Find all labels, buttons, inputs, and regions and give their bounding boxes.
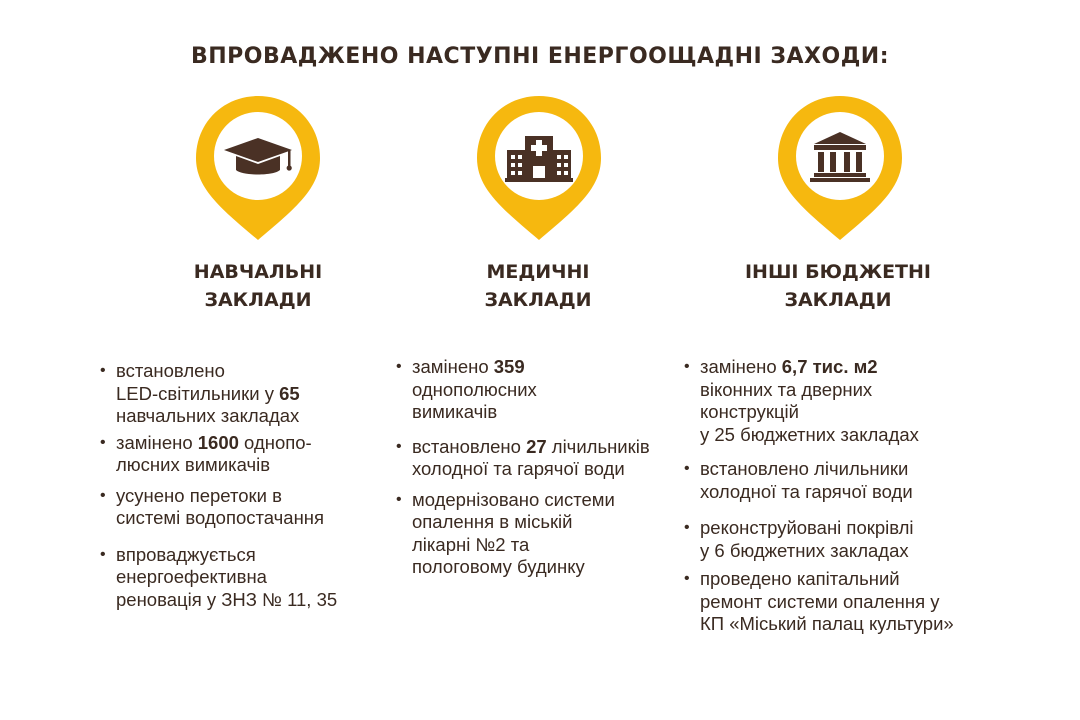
page-title: ВПРОВАДЖЕНО НАСТУПНІ ЕНЕРГООЩАДНІ ЗАХОДИ: [190, 44, 890, 69]
list-item: • реконструйовані покрівлі у 6 бюджетних закладах [684, 517, 1004, 562]
list-item: • усунено перетоки в системі водопостачання [100, 485, 400, 530]
hospital-pin [473, 92, 605, 242]
government-building-pin [774, 92, 906, 242]
list-item: • впроваджується енергоефективна реновація у ЗНЗ № 11, 35 [100, 544, 400, 612]
column-heading-medical: МЕДИЧНІ ЗАКЛАДИ [484, 261, 592, 311]
list-item: • замінено 359 однополюсних вимикачів [396, 356, 686, 424]
list-item: • проведено капітальний ремонт системи опалення у КП «Міський палац культури» [684, 568, 1004, 636]
list-budget [684, 356, 1004, 636]
list-item: • модернізовано системи опалення в міській лікарні №2 та пологовому будинку [396, 489, 686, 579]
column-heading-education: НАВЧАЛЬНІ ЗАКЛАДИ [193, 261, 323, 311]
column-heading-budget: ІНШІ БЮДЖЕТНІ ЗАКЛАДИ [744, 261, 931, 311]
list-item: • встановлено лічильники холодної та гарячої води [684, 458, 1004, 503]
list-item: • встановлено 27 лічильників холодної та гарячої води [396, 436, 686, 481]
list-medical [396, 356, 686, 579]
list-item: • замінено 1600 однопо- люсних вимикачів [100, 432, 400, 477]
list-education [100, 360, 400, 611]
list-item: • замінено 6,7 тис. м2 віконних та дверних конструкцій у 25 бюджетних закладах [684, 356, 1004, 446]
list-item: • встановлено LED-світильники у 65 навчальних закладах [100, 360, 400, 428]
graduation-cap-pin [192, 92, 324, 242]
